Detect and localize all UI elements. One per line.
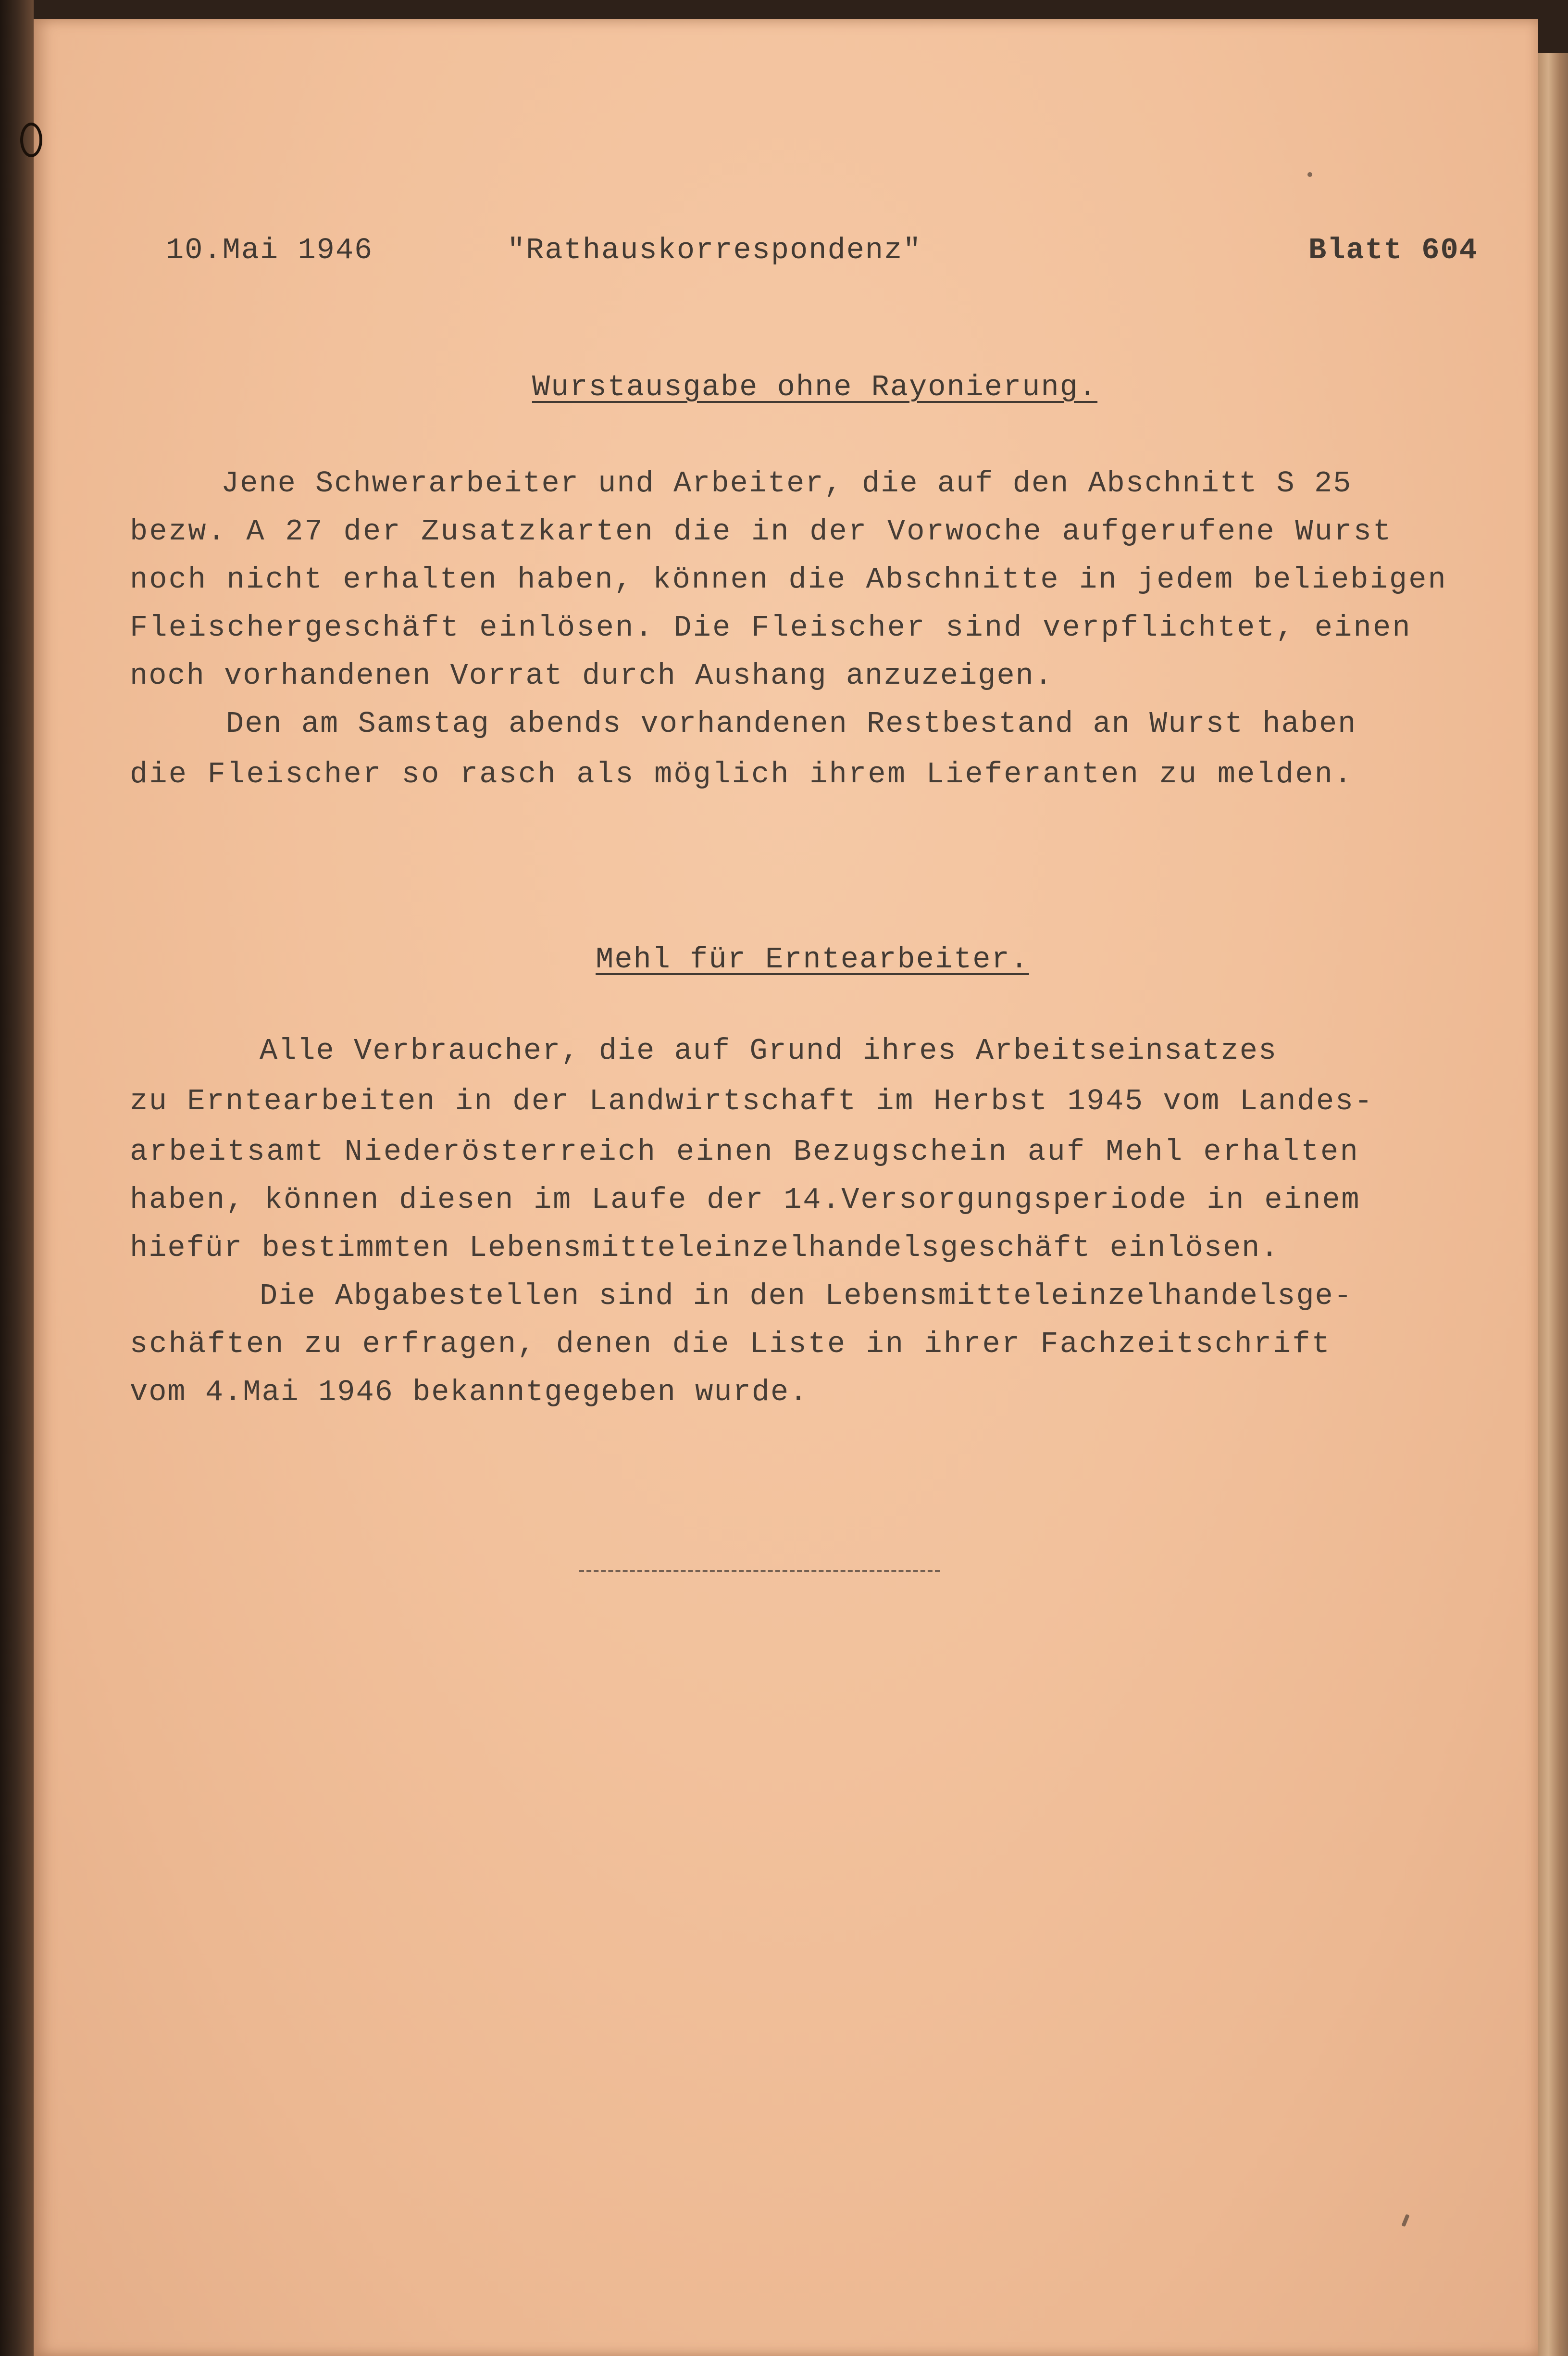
ink-speck bbox=[1307, 172, 1312, 177]
paragraph-line: Fleischergeschäft einlösen. Die Fleischer sind verpflichtet, einen bbox=[130, 611, 1412, 645]
header-title: "Rathauskorrespondenz" bbox=[507, 233, 922, 267]
paragraph-line: Den am Samstag abends vorhandenen Restbestand an Wurst haben bbox=[226, 707, 1357, 741]
paragraph-line: die Fleischer so rasch als möglich ihrem Lieferanten zu melden. bbox=[130, 757, 1354, 791]
document-page bbox=[34, 19, 1538, 2356]
paragraph-line: Die Abgabestellen sind in den Lebensmitteleinzelhandelsge- bbox=[260, 1279, 1353, 1313]
section-heading: Wurstausgabe ohne Rayonierung. bbox=[532, 370, 1098, 404]
end-rule bbox=[579, 1570, 940, 1572]
paragraph-line: schäften zu erfragen, denen die Liste in ihrer Fachzeitschrift bbox=[130, 1327, 1331, 1361]
paragraph-line: Alle Verbraucher, die auf Grund ihres Arbeitseinsatzes bbox=[260, 1034, 1278, 1068]
section-heading: Mehl für Erntearbeiter. bbox=[596, 942, 1029, 977]
paragraph-line: noch nicht erhalten haben, können die Abschnitte in jedem beliebigen bbox=[130, 563, 1447, 597]
binding-ring bbox=[20, 123, 42, 157]
paragraph-line: Jene Schwerarbeiter und Arbeiter, die auf den Abschnitt S 25 bbox=[221, 466, 1352, 501]
paragraph-line: hiefür bestimmten Lebensmitteleinzelhandelsgeschäft einlösen. bbox=[130, 1231, 1280, 1265]
header-sheet-number: Blatt 604 bbox=[1308, 233, 1478, 267]
paragraph-line: noch vorhandenen Vorrat durch Aushang anzuzeigen. bbox=[130, 659, 1054, 693]
binding-gutter bbox=[0, 0, 34, 2356]
paragraph-line: bezw. A 27 der Zusatzkarten die in der Vorwoche aufgerufene Wurst bbox=[130, 514, 1393, 549]
header-date: 10.Mai 1946 bbox=[166, 233, 373, 267]
paragraph-line: zu Erntearbeiten in der Landwirtschaft im Herbst 1945 vom Landes- bbox=[130, 1084, 1374, 1118]
paragraph-line: haben, können diesen im Laufe der 14.Versorgungsperiode in einem bbox=[130, 1183, 1361, 1217]
ink-speck bbox=[1401, 2214, 1409, 2227]
paragraph-line: arbeitsamt Niederösterreich einen Bezugschein auf Mehl erhalten bbox=[130, 1135, 1360, 1169]
paragraph-line: vom 4.Mai 1946 bekanntgegeben wurde. bbox=[130, 1375, 809, 1409]
